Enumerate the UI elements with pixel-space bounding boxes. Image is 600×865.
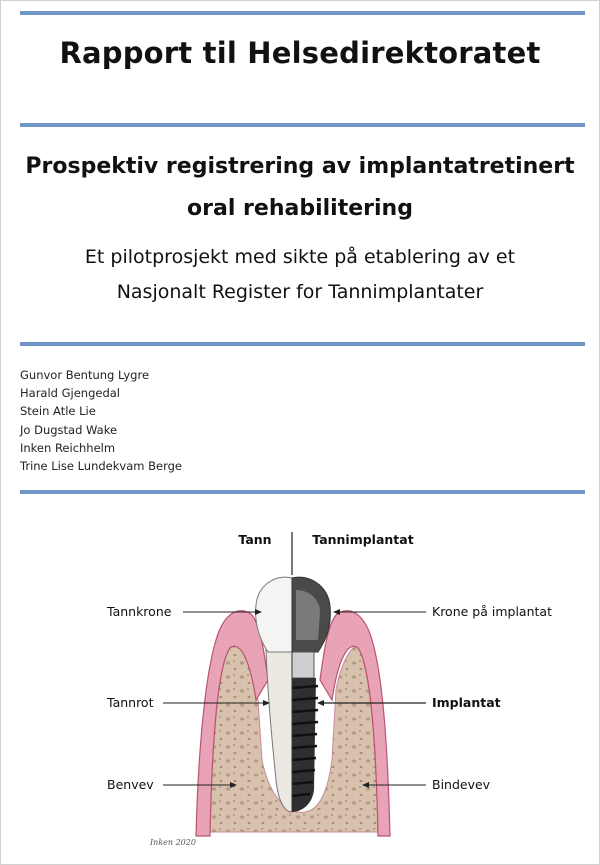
artist-signature: Inken 2020 [150, 838, 196, 847]
label-implantat: Implantat [432, 695, 501, 710]
subtitle-line-2: Nasjonalt Register for Tannimplantater [116, 281, 484, 303]
report-title: Rapport til Helsedirektoratet [59, 36, 541, 70]
author: Gunvor Bentung Lygre [20, 368, 150, 382]
author: Inken Reichhelm [20, 440, 116, 455]
author: Harald Gjengedal [20, 386, 121, 401]
figure-header-left: Tann [238, 532, 272, 547]
label-krone-pa-implantat: Krone på implantat [432, 604, 552, 619]
label-benvev: Benvev [107, 777, 154, 792]
author: Jo Dugstad Wake [20, 422, 118, 437]
label-tannkrone: Tannkrone [107, 604, 172, 619]
label-bindevev: Bindevev [432, 777, 491, 792]
label-tannrot: Tannrot [107, 695, 154, 710]
main-title-line-1: Prospektiv registrering av implantatretinert [25, 154, 575, 179]
arrowhead-implantat [317, 700, 324, 706]
main-title-line-2: oral rehabilitering [187, 196, 413, 221]
figure-header-right: Tannimplantat [312, 532, 414, 547]
author: Trine Lise Lundekvam Berge [20, 459, 182, 474]
author: Stein Atle Lie [20, 404, 96, 419]
subtitle-line-1: Et pilotprosjekt med sikte på etablering av et [84, 246, 516, 268]
implant-abutment [292, 652, 314, 678]
